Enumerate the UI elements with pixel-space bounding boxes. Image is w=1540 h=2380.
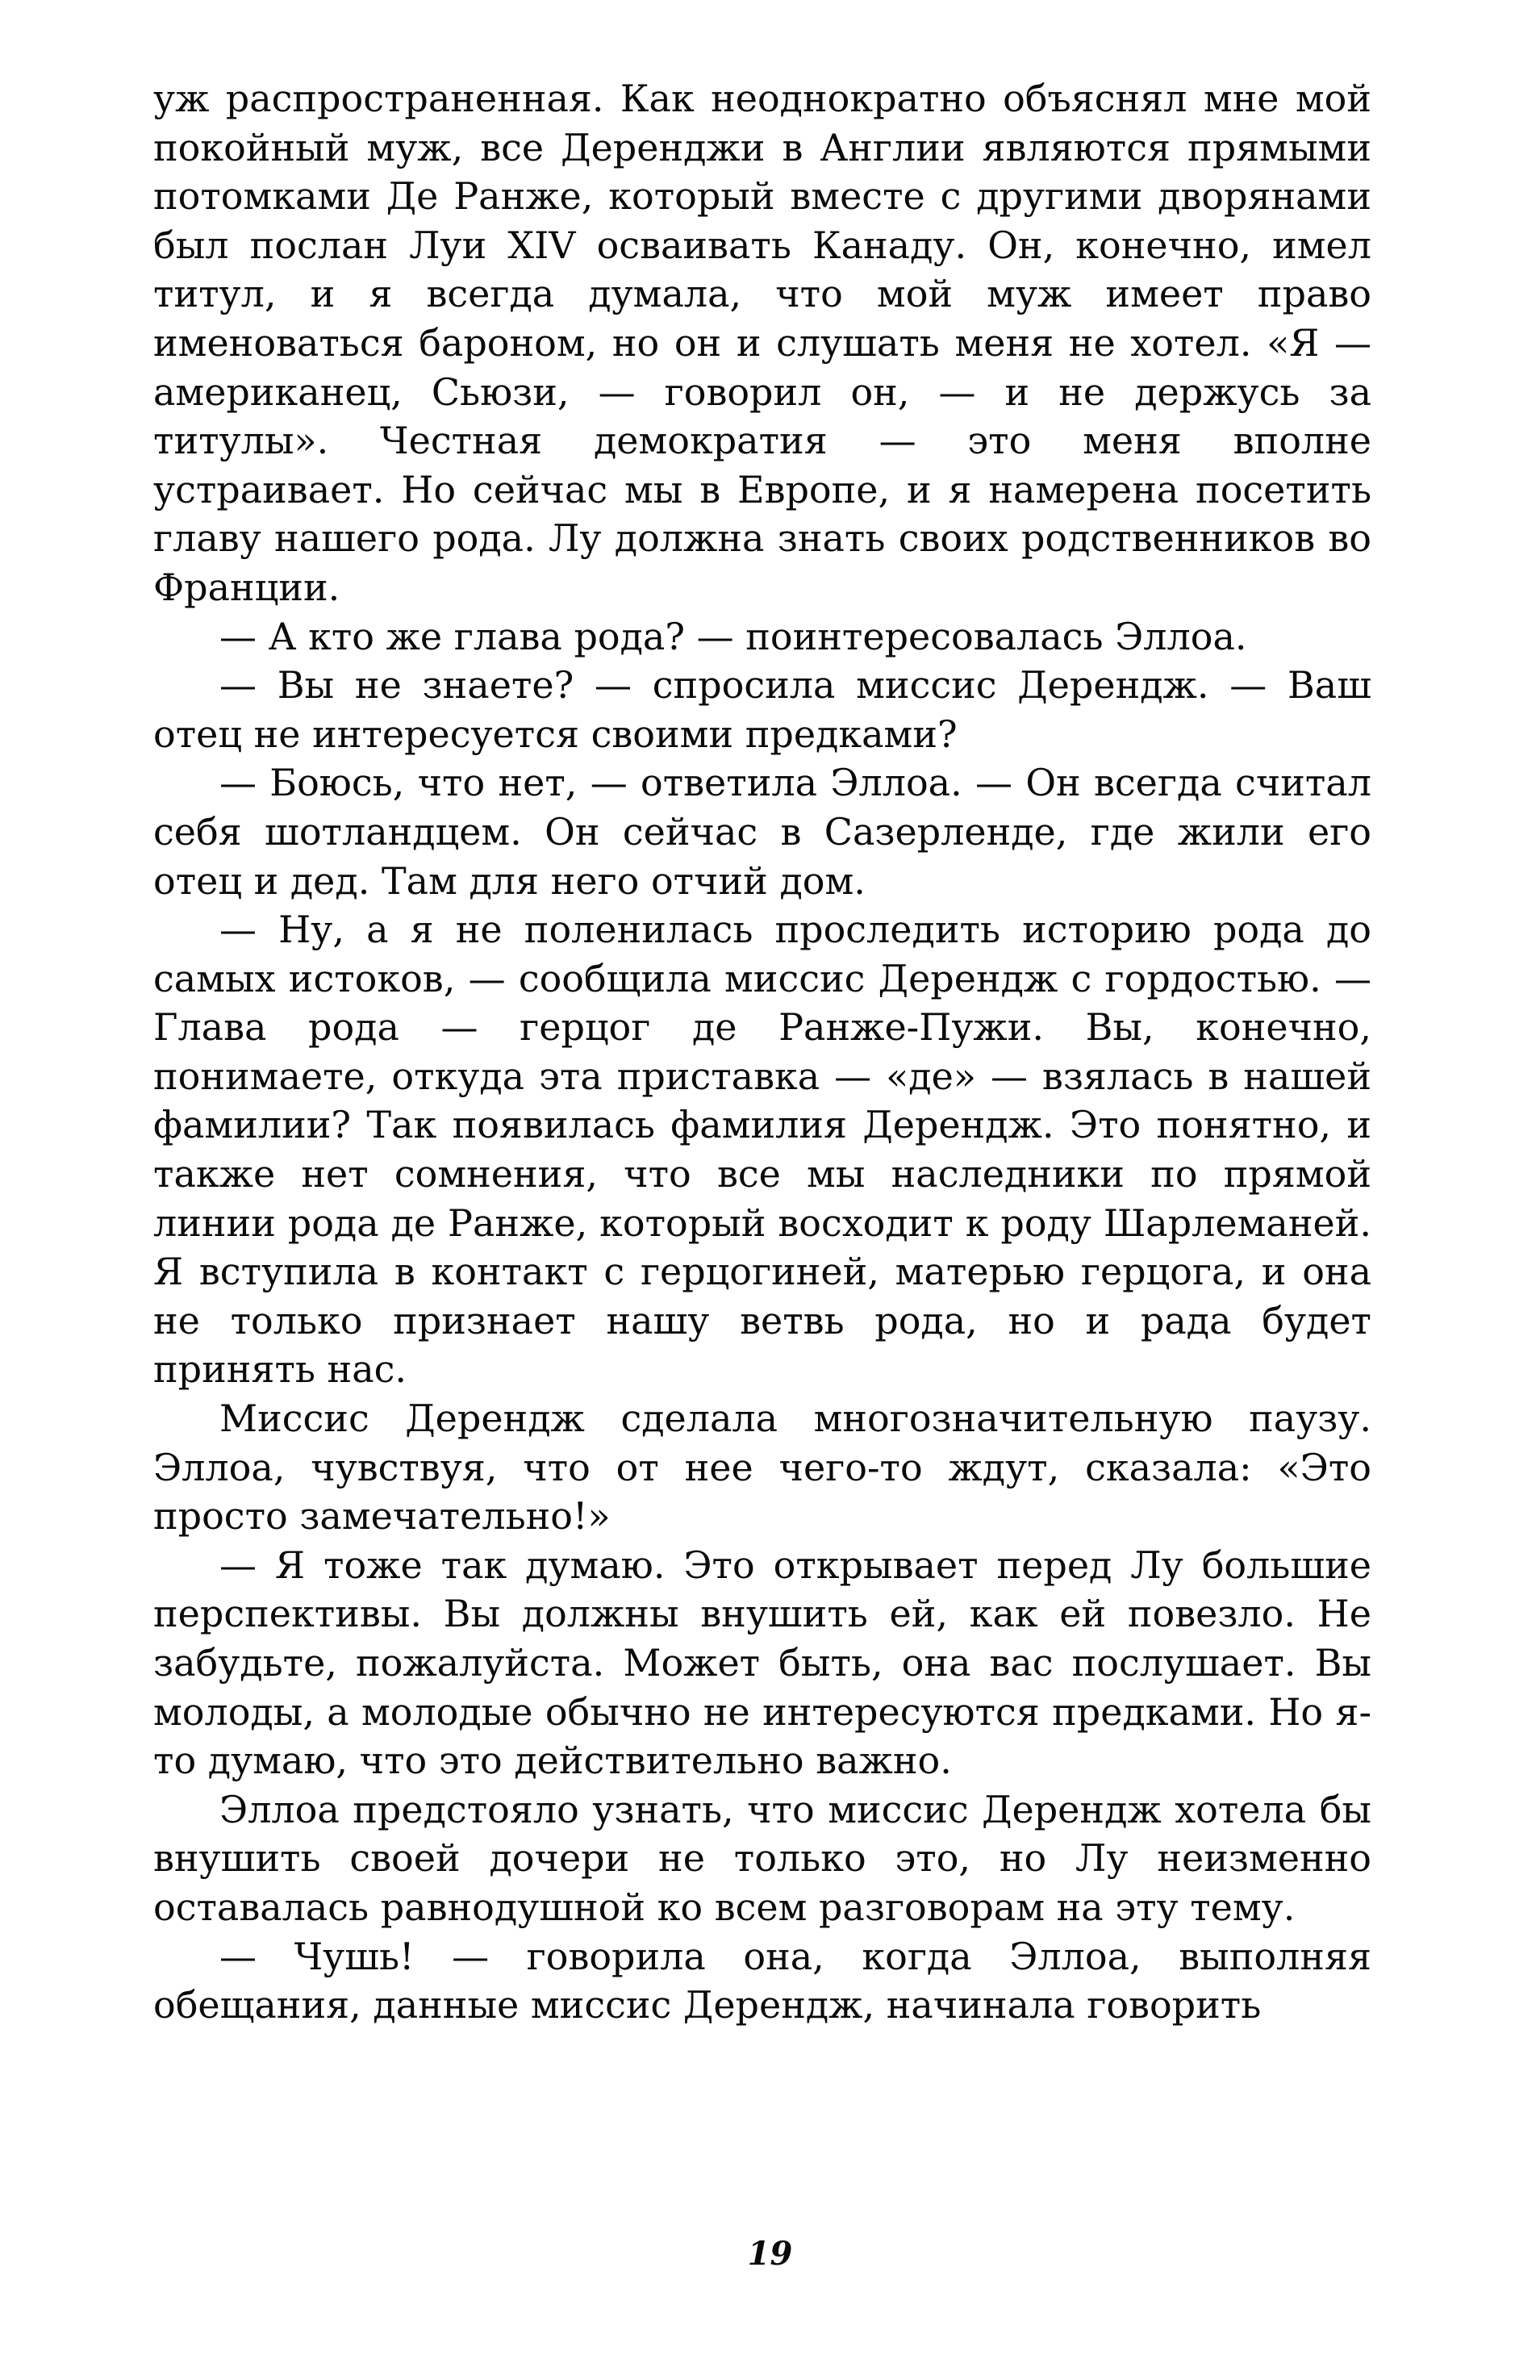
paragraph-continued: уж распространенная. Как неоднократно объяснял мне мой покойный муж, все Деренджи в Англии являются прямыми потомками Де Ранже, который вместе с другими дворянами был послан Луи XIV осваивать Канаду. Он, конечно, имел титул, и я всегда думала, что мой муж имеет право именоваться бароном, но он и слушать меня не хотел. «Я — американец, Сьюзи, — говорил он, — и не держусь за титулы». Честная демократия — это меня вполне устраивает. Но сейчас мы в Европе, и я намерена посетить главу нашего рода. Лу должна знать своих родственников во Франции. <box>153 77 1371 609</box>
paragraph-dialogue: — А кто же глава рода? — поинтересовалась Эллоа. <box>219 614 1247 658</box>
book-page-text <box>153 74 1371 2030</box>
paragraph-dialogue: — Ну, а я не поленилась проследить историю рода до самых истоков, — сообщила миссис Дерендж с гордостью. — Глава рода — герцог де Ранже-Пужи. Вы, конечно, понимаете, откуда эта приставка — «де» — взялась в нашей фамилии? Так появилась фамилия Дерендж. Это понятно, и также нет сомнения, что все мы наследники по прямой линии рода де Ранже, который восходит к роду Шарлеманей. Я вступила в контакт с герцогиней, матерью герцога, и она не только признает нашу ветвь рода, но и рада будет принять нас. <box>153 908 1371 1392</box>
paragraph-dialogue: — Чушь! — говорила она, когда Эллоа, выполняя обещания, данные миссис Дерендж, начинала говорить <box>153 1934 1371 2027</box>
paragraph-dialogue: — Я тоже так думаю. Это открывает перед Лу большие перспективы. Вы должны внушить ей, как ей повезло. Не забудьте, пожалуйста. Может быть, она вас послушает. Вы молоды, а молодые обычно не интересуются предками. Но я-то думаю, что это действительно важно. <box>153 1543 1371 1783</box>
paragraph-dialogue: — Боюсь, что нет, — ответила Эллоа. — Он всегда считал себя шотландцем. Он сейчас в Сазерленде, где жили его отец и дед. Там для него отчий дом. <box>153 761 1371 903</box>
paragraph-dialogue: — Вы не знаете? — спросила миссис Дерендж. — Ваш отец не интересуется своими предками? <box>153 663 1371 756</box>
paragraph: Эллоа предстояло узнать, что миссис Дерендж хотела бы внушить своей дочери не только это, но Лу неизменно оставалась равнодушной ко всем разговорам на эту тему. <box>153 1787 1371 1929</box>
paragraph: Миссис Дерендж сделала многозначительную паузу. Эллоа, чувствуя, что от нее чего-то ждут, сказала: «Это просто замечательно!» <box>153 1397 1371 1539</box>
page-number: 19 <box>747 2235 793 2273</box>
